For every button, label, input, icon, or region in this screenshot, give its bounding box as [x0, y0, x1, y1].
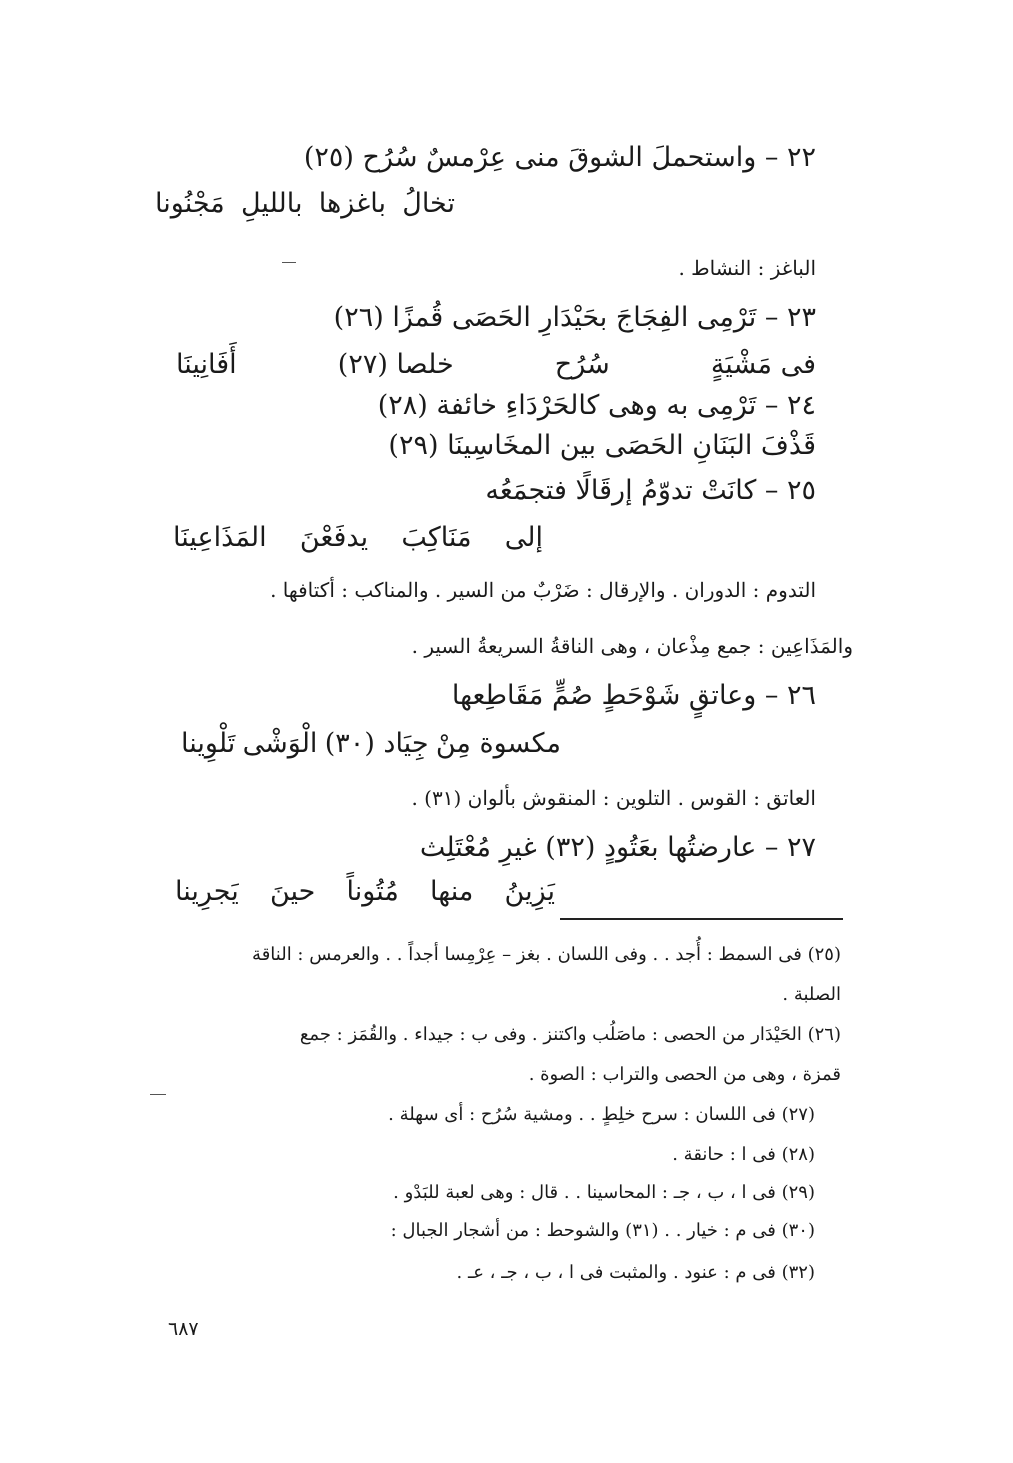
word: مَنَاكِبَ — [401, 522, 472, 553]
word: إلى — [504, 522, 543, 553]
word: مكسوة مِنْ — [435, 728, 561, 759]
footnote-25: (٢٥) فى السمط : أُجد . . وفى اللسان . بغز – عِرْمِسا أجداً . . والعرمس : الناقة — [252, 944, 841, 965]
word: خلصا (٢٧) — [337, 349, 454, 380]
word: تخالُ — [402, 188, 455, 219]
word: منها — [430, 876, 474, 907]
verse-22-second-hemistich — [155, 188, 455, 220]
word: مَجْنُونا — [155, 188, 225, 219]
footnote-26: (٢٦) الحَيْدَار من الحصى : ماصَلُب واكتنز . وفى ب : جيداء . والقُمَز : جمع — [299, 1024, 841, 1045]
verse-25-second-hemistich — [173, 522, 543, 554]
word: تَلْوِينا — [181, 728, 236, 759]
word: يدفَعْنَ — [299, 522, 369, 553]
word: بالليلِ — [240, 188, 303, 219]
verse-24-second-hemistich: قَذْفَ البَنَانِ الحَصَى بين المخَاسِينَا (٢٩) — [388, 430, 816, 461]
verse-22-first-hemistich: ٢٢ – واستحملَ الشوقَ منى عِرْمسٌ سُرُح (٢٥) — [303, 142, 816, 173]
word: حينَ — [269, 876, 316, 907]
word: الْوَشْى — [242, 728, 318, 759]
verse-25-first-hemistich: ٢٥ – كانَتْ تدوّمُ إرقَالًا فتجمَعُه — [485, 475, 816, 506]
verse-24-first-hemistich: ٢٤ – تَرْمِى به وهى كالحَرْدَاءِ خائفة (٢٨) — [377, 390, 816, 421]
footnote-separator — [560, 918, 843, 920]
word: يَزِينُ — [504, 876, 555, 907]
scan-mark — [150, 1094, 166, 1095]
word: جِيَاد (٣٠) — [324, 728, 429, 759]
verse-26-first-hemistich: ٢٦ – وعاتقٍ شَوْحَطٍ صُمٍّ مَقَاطِعها — [451, 680, 816, 711]
verse-27-second-hemistich — [175, 876, 555, 908]
verse-23-second-hemistich — [176, 349, 816, 381]
footnote-29: (٢٩) فى ا ، ب ، جـ : المحاسينا . . قال : وهى لعبة للبَدْو . — [393, 1182, 815, 1203]
word: يَجرِينا — [175, 876, 239, 907]
verse-26-second-hemistich — [181, 728, 561, 760]
footnote-30-31: (٣٠) فى م : خيار . . (٣١) والشوحط : من أشجار الجبال : — [390, 1220, 815, 1241]
word: أَفَانِينَا — [176, 349, 237, 380]
gloss-bagiz: الباغز : النشاط . — [678, 256, 816, 280]
footnote-26-cont: قمزة ، وهى من الحصى والتراب : الصوة . — [528, 1064, 841, 1085]
word: فى مَشْيَةٍ — [710, 349, 816, 380]
gloss-tadwim: التدوم : الدوران . والإرقال : ضَرْبٌ من السير . والمناكب : أكتافها . — [270, 578, 816, 602]
scan-mark — [282, 262, 296, 263]
footnote-28: (٢٨) فى ا : حانقة . — [672, 1144, 815, 1165]
footnote-27: (٢٧) فى اللسان : سرح خلِطٍ . . ومشية سُرُح : أى سهلة . — [388, 1104, 815, 1125]
gloss-madhaein: والمَذَاعِين : جمع مِذْعان ، وهى الناقةُ السريعةُ السير . — [411, 634, 853, 658]
word: المَذَاعِينَا — [173, 522, 267, 553]
word: باغزها — [318, 188, 386, 219]
page-number: ٦٨٧ — [168, 1318, 199, 1340]
word: سُرُح — [554, 349, 610, 380]
footnote-25-cont: الصلبة . — [782, 984, 841, 1005]
verse-23-first-hemistich: ٢٣ – تَرْمِى الفِجَاجَ بحَيْدَارِ الحَصَى قُمزًا (٢٦) — [333, 302, 816, 333]
verse-27-first-hemistich: ٢٧ – عارضتُها بعَتُودٍ (٣٢) غيرِ مُعْتَلِث — [419, 832, 816, 863]
gloss-atiq: العاتق : القوس . التلوين : المنقوش بألوان (٣١) . — [411, 786, 816, 810]
word: مُتُوناً — [346, 876, 399, 907]
footnote-32: (٣٢) فى م : عنود . والمثبت فى ا ، ب ، جـ ، عـ . — [456, 1262, 815, 1283]
